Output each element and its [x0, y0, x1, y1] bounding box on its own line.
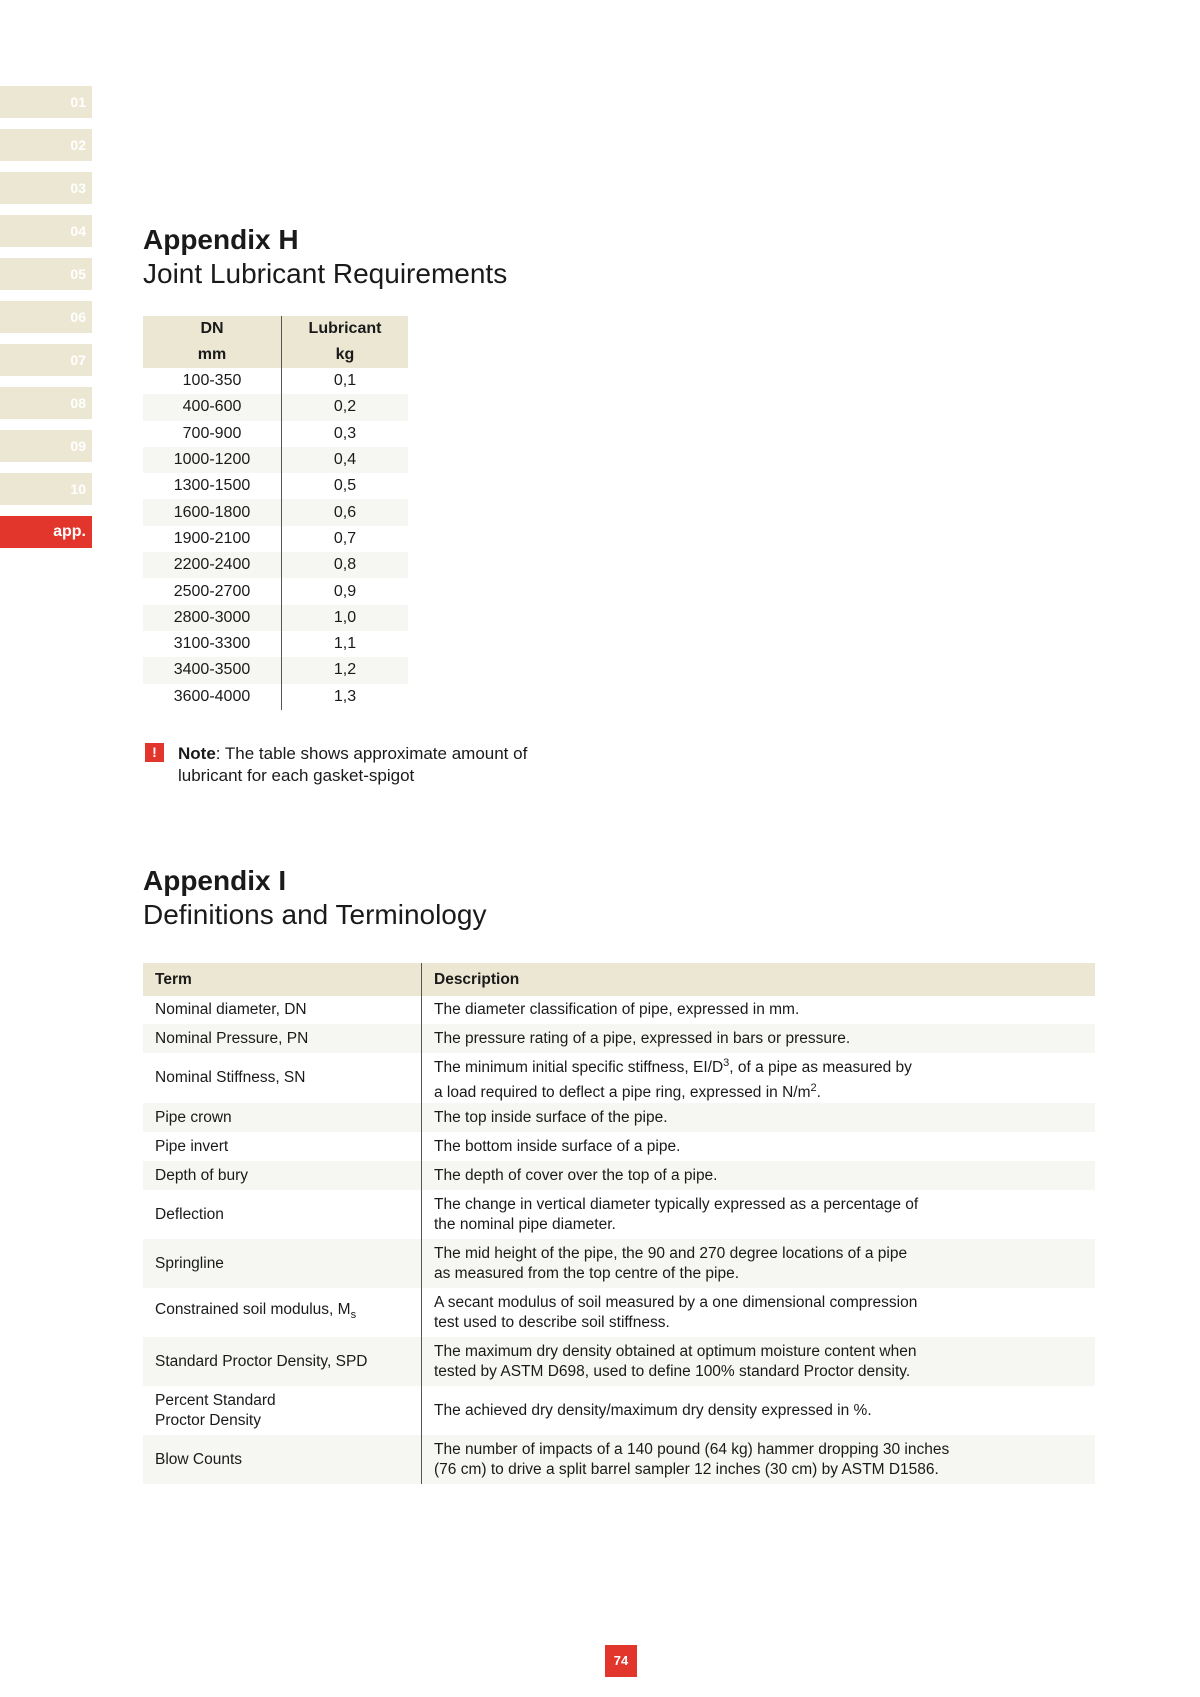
table-row: [143, 996, 1095, 1024]
table-row: [143, 1239, 1095, 1288]
term-cell: Standard Proctor Density, SPD: [143, 1337, 422, 1386]
appendix-h-title: Appendix H: [143, 224, 299, 255]
table-row: [143, 1103, 1095, 1132]
col-header-description: Description: [422, 963, 1096, 996]
term-cell: Nominal Pressure, PN: [143, 1024, 422, 1053]
term-line: Percent Standard: [155, 1391, 276, 1409]
chapter-tabs: [0, 86, 92, 559]
note-text: [178, 743, 585, 787]
description-cell: [422, 1337, 1096, 1386]
subscript: s: [350, 1309, 357, 1321]
dn-cell: 3400-3500: [143, 657, 282, 683]
description-cell: The pressure rating of a pipe, expressed in bars or pressure.: [422, 1024, 1096, 1053]
dn-cell: 100-350: [143, 368, 282, 394]
desc-line: (76 cm) to drive a split barrel sampler 12 inches (30 cm) by ASTM D1586.: [434, 1460, 939, 1478]
table-row: [143, 499, 408, 525]
lubricant-cell: 1,3: [333, 687, 357, 705]
table-row: [143, 684, 408, 710]
dn-cell: 2500-2700: [143, 578, 282, 604]
chapter-tab-01[interactable]: 01: [0, 86, 92, 118]
desc-line: the nominal pipe diameter.: [434, 1215, 616, 1233]
chapter-tab-05[interactable]: 05: [0, 258, 92, 290]
description-cell: The achieved dry density/maximum dry density expressed in %.: [434, 1401, 872, 1419]
desc-line: The number of impacts of a 140 pound (64 kg) hammer dropping 30 inches: [434, 1440, 950, 1458]
lubricant-cell: 0,9: [333, 582, 357, 600]
table-row: [143, 1161, 1095, 1190]
desc-text: The minimum initial specific stiffness, EI/D: [434, 1059, 724, 1076]
chapter-tab-06[interactable]: 06: [0, 301, 92, 333]
description-cell: The top inside surface of the pipe.: [422, 1103, 1096, 1132]
lubricant-cell: 0,3: [333, 424, 357, 442]
table-row: [143, 552, 408, 578]
dn-cell: 1300-1500: [143, 473, 282, 499]
col-header-dn: DN: [143, 316, 282, 342]
description-cell: The diameter classification of pipe, expressed in mm.: [434, 1001, 800, 1018]
dn-cell: 400-600: [143, 394, 282, 420]
description-cell: [422, 1239, 1096, 1288]
table-row: [143, 631, 408, 657]
note-label: Note: [178, 744, 216, 763]
superscript: 3: [723, 1057, 730, 1069]
desc-text: a load required to deflect a pipe ring, expressed in N/m: [434, 1084, 811, 1101]
note-body: : The table shows approximate amount of lubricant for each gasket-spigot: [178, 744, 528, 785]
appendix-h-heading: [143, 223, 507, 291]
desc-line: A secant modulus of soil measured by a one dimensional compression: [434, 1293, 918, 1311]
dn-cell: 2800-3000: [143, 605, 282, 631]
table-row: [143, 1053, 1095, 1103]
dn-cell: 700-900: [143, 421, 282, 447]
table-row: [143, 1132, 1095, 1161]
table-row: [143, 447, 408, 473]
description-cell: The bottom inside surface of a pipe.: [434, 1137, 681, 1155]
lubricant-cell: 1,0: [282, 605, 409, 631]
table-row: [143, 657, 408, 683]
desc-line: test used to describe soil stiffness.: [434, 1313, 670, 1331]
table-row: [143, 1386, 1095, 1435]
col-unit-lubricant: kg: [282, 342, 409, 368]
desc-line: The mid height of the pipe, the 90 and 270 degree locations of a pipe: [434, 1244, 908, 1262]
term-text: Constrained soil modulus, M: [155, 1301, 351, 1318]
desc-line: as measured from the top centre of the pipe.: [434, 1264, 740, 1282]
col-header-term: Term: [143, 963, 422, 996]
term-cell: Nominal diameter, DN: [143, 996, 422, 1024]
chapter-tab-07[interactable]: 07: [0, 344, 92, 376]
table-row: [143, 605, 408, 631]
appendix-i-heading: [143, 864, 486, 932]
term-cell: Depth of bury: [143, 1161, 422, 1190]
lubricant-cell: 0,8: [282, 552, 409, 578]
table-row: [143, 1288, 1095, 1337]
definitions-table: [143, 963, 1095, 1484]
appendix-h-subtitle: Joint Lubricant Requirements: [143, 258, 508, 289]
term-cell: Pipe invert: [143, 1132, 422, 1161]
table-row: [143, 473, 408, 499]
dn-cell: 2200-2400: [143, 552, 282, 578]
chapter-tab-10[interactable]: 10: [0, 473, 92, 505]
term-cell: Springline: [143, 1239, 422, 1288]
chapter-tab-04[interactable]: 04: [0, 215, 92, 247]
desc-line: The change in vertical diameter typically expressed as a percentage of: [434, 1195, 919, 1213]
desc-line: tested by ASTM D698, used to define 100% standard Proctor density.: [434, 1362, 911, 1380]
desc-line: The maximum dry density obtained at optimum moisture content when: [434, 1342, 917, 1360]
chapter-tab-appendix[interactable]: app.: [0, 516, 92, 548]
description-cell: The depth of cover over the top of a pipe.: [422, 1161, 1096, 1190]
desc-text: .: [816, 1084, 821, 1101]
lubricant-cell: 0,6: [282, 499, 409, 525]
desc-text: , of a pipe as measured by: [729, 1059, 912, 1076]
table-row: [143, 526, 408, 552]
term-cell: Nominal Stiffness, SN: [143, 1053, 422, 1103]
lubricant-cell: 0,7: [333, 529, 357, 547]
chapter-tab-02[interactable]: 02: [0, 129, 92, 161]
lubricant-note: [145, 743, 585, 787]
description-cell: [422, 1190, 1096, 1239]
table-row: [143, 1337, 1095, 1386]
chapter-tab-03[interactable]: 03: [0, 172, 92, 204]
lubricant-cell: 0,4: [282, 447, 409, 473]
table-row: [143, 394, 408, 420]
table-row: [143, 1190, 1095, 1239]
lubricant-cell: 0,5: [333, 477, 357, 495]
term-cell: Deflection: [143, 1190, 422, 1239]
appendix-i-subtitle: Definitions and Terminology: [143, 899, 487, 930]
term-line: Proctor Density: [155, 1411, 261, 1429]
dn-cell: 1600-1800: [143, 499, 282, 525]
dn-cell: 3100-3300: [143, 631, 282, 657]
lubricant-cell: 1,1: [333, 635, 357, 653]
table-row: [143, 1435, 1095, 1484]
page-number: 74: [605, 1645, 637, 1677]
term-cell: Pipe crown: [143, 1103, 422, 1132]
lubricant-table: [143, 316, 408, 710]
term-cell: [143, 1288, 422, 1337]
appendix-i-title: Appendix I: [143, 865, 287, 896]
table-row: [143, 368, 408, 394]
dn-cell: 3600-4000: [143, 684, 282, 710]
lubricant-cell: 0,1: [333, 372, 357, 390]
term-cell: Blow Counts: [143, 1435, 422, 1484]
dn-cell: 1000-1200: [143, 447, 282, 473]
chapter-tab-08[interactable]: 08: [0, 387, 92, 419]
dn-cell: 1900-2100: [143, 526, 282, 552]
term-cell: [143, 1386, 422, 1435]
description-cell: [422, 1435, 1096, 1484]
description-cell: [422, 1053, 1096, 1103]
table-row: [143, 421, 408, 447]
col-unit-dn: mm: [143, 342, 282, 368]
superscript: 2: [810, 1082, 817, 1094]
col-header-lubricant: Lubricant: [282, 316, 409, 342]
warning-icon: !: [145, 743, 164, 762]
description-cell: [422, 1288, 1096, 1337]
table-row: [143, 1024, 1095, 1053]
table-row: [143, 578, 408, 604]
chapter-tab-09[interactable]: 09: [0, 430, 92, 462]
lubricant-cell: 0,2: [282, 394, 409, 420]
lubricant-cell: 1,2: [282, 657, 409, 683]
